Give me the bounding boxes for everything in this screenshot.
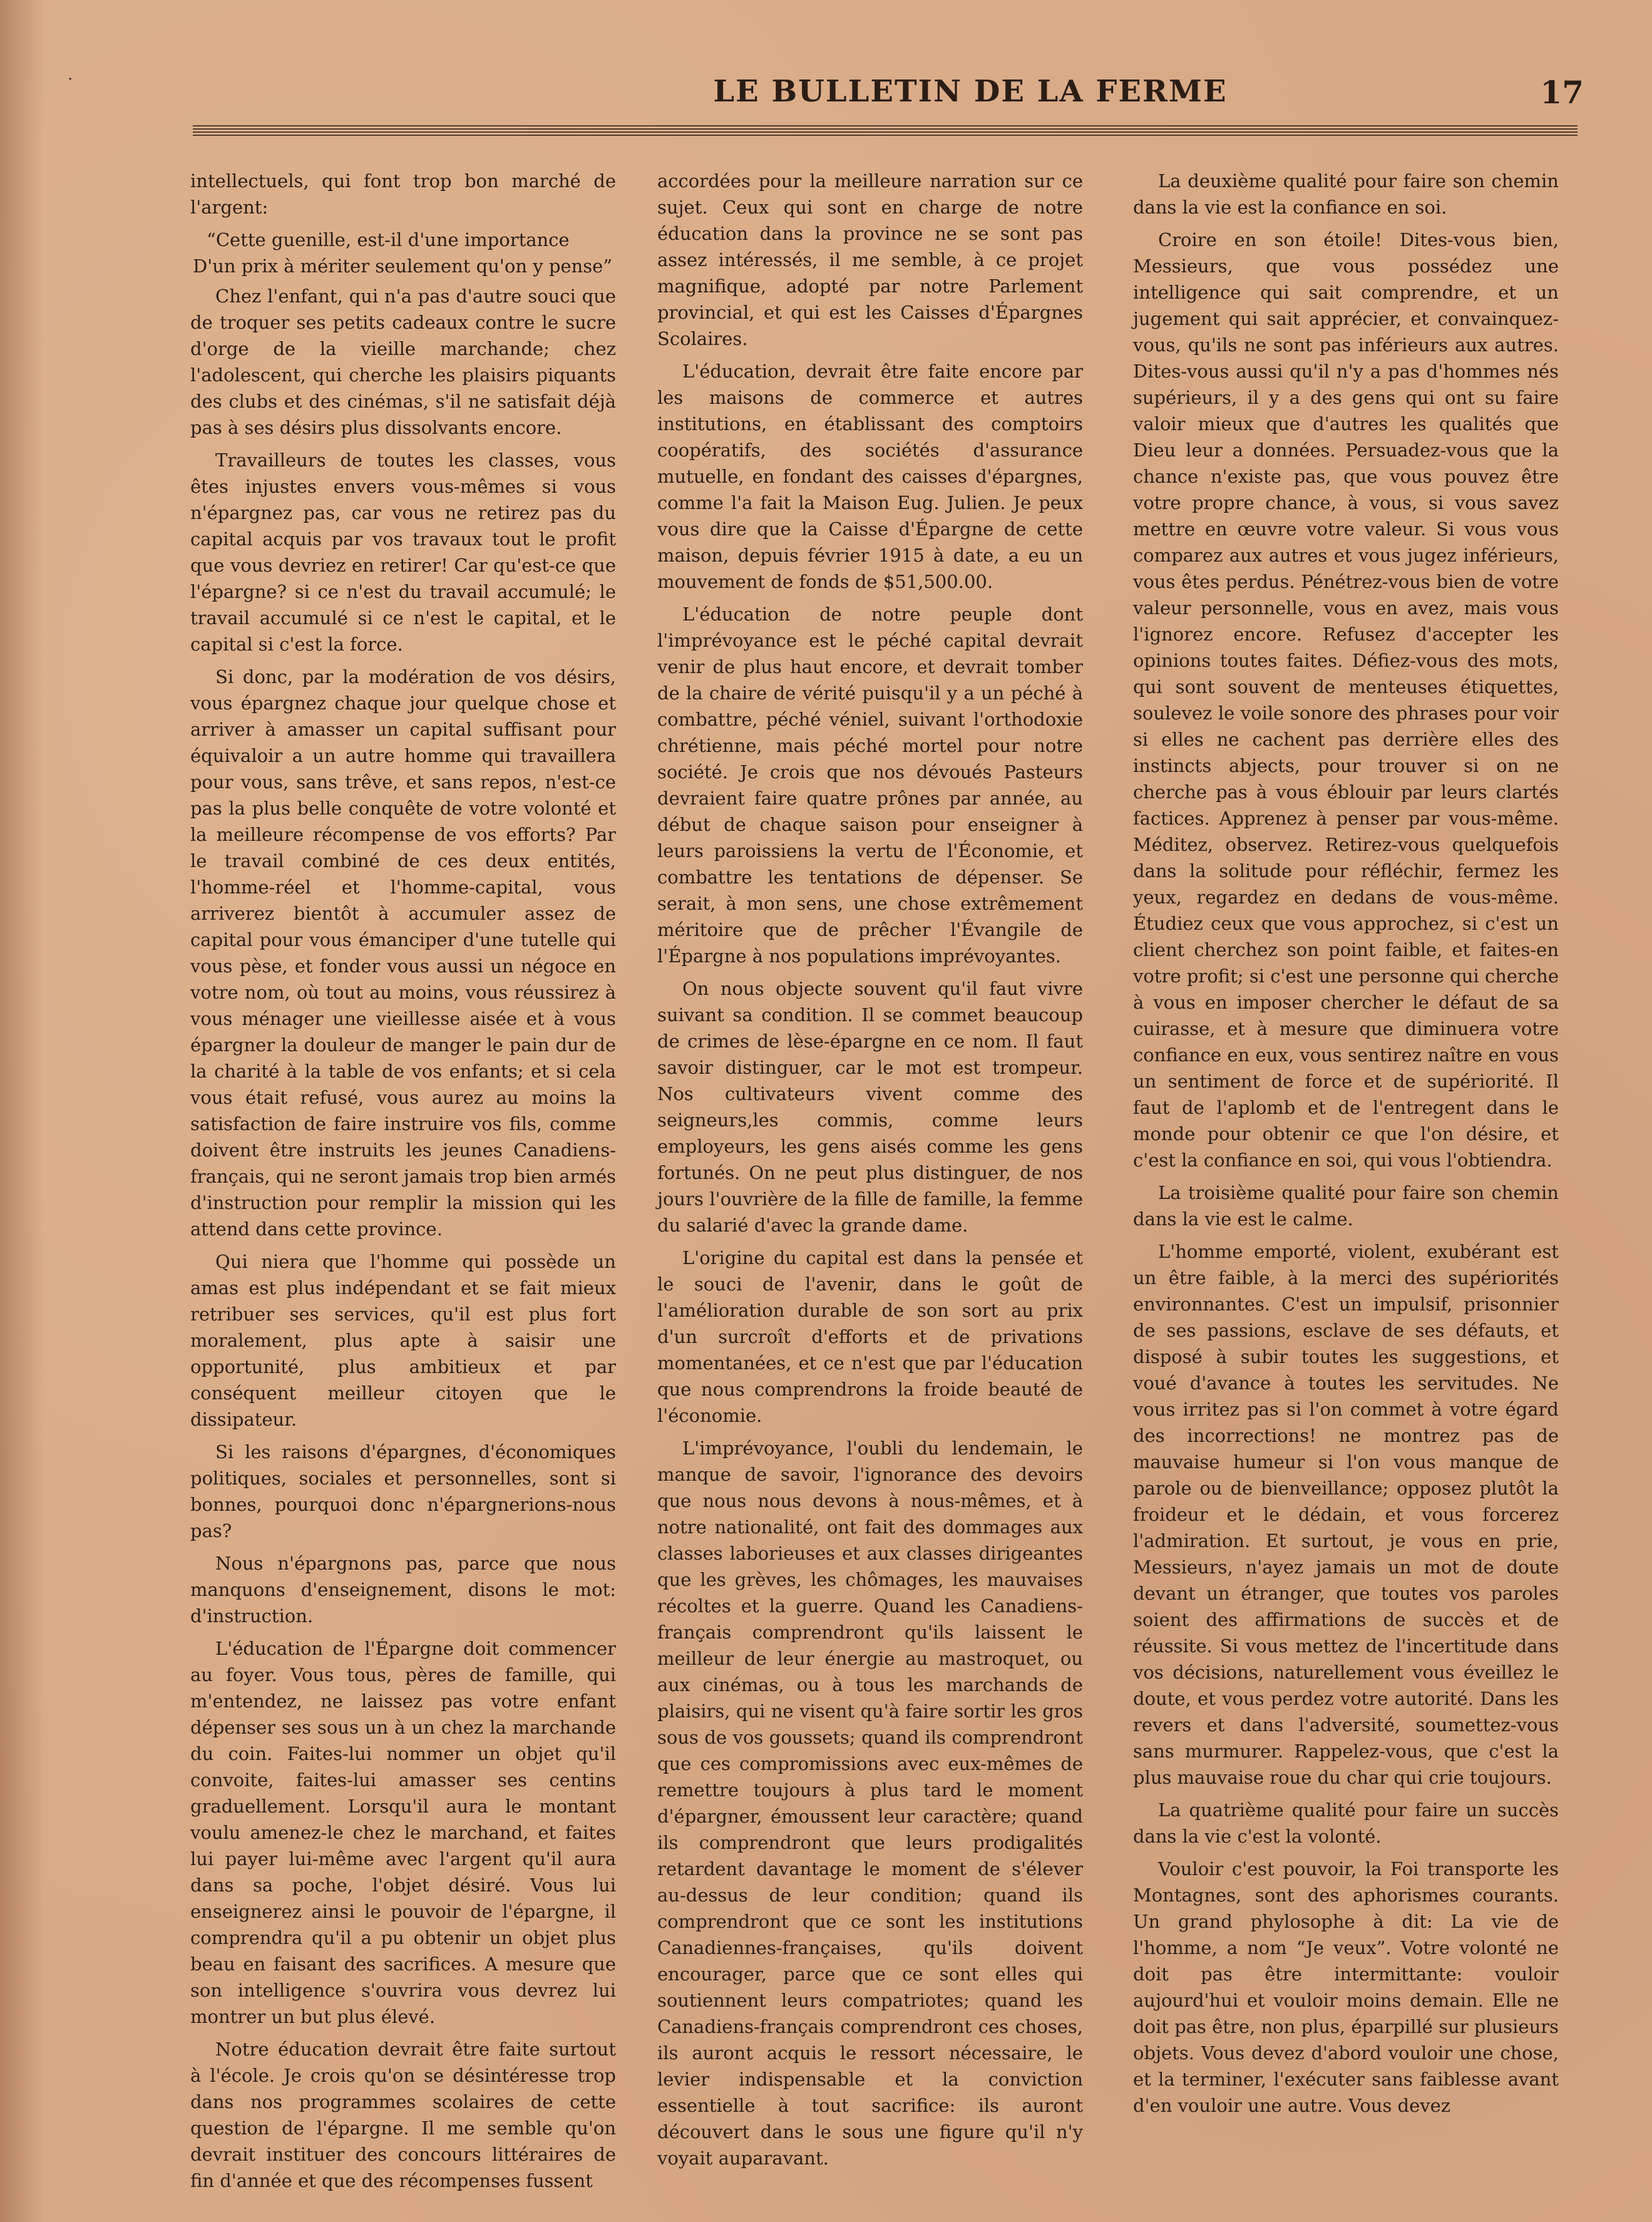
article-paragraph: Si les raisons d'épargnes, d'économiques politiques, sociales et personnelles, sont si bonnes, pourquoi donc n'épargnerions-nous pas? bbox=[190, 1441, 616, 1541]
article-paragraph: intellectuels, qui font trop bon marché de l'argent: bbox=[190, 170, 616, 218]
article-paragraph: Notre éducation devrait être faite surtout à l'école. Je crois qu'on se désintéresse trop dans nos programmes scolaires de cette question de l'épargne. Il me semble qu'on devrait instituer des concours littéraires de fin d'année et que des récompenses fussent bbox=[190, 2039, 616, 2191]
article-paragraph: On nous objecte souvent qu'il faut vivre suivant sa condition. Il se commet beaucoup de crimes de lèse-épargne en ce nom. Il faut savoir distinguer, car le mot est trompeur. Nos cultivateurs vivent comme des seigneurs,les commis, comme leurs employeurs, les gens aisés comme les gens fortunés. On ne peut plus distinguer, de nos jours l'ouvrière de la fille de famille, la femme du salarié d'avec la grande dame. bbox=[657, 978, 1083, 1236]
article-paragraph: L'imprévoyance, l'oubli du lendemain, le manque de savoir, l'ignorance des devoirs que nous nous devons à nous-mêmes, et à notre nationalité, ont fait des dommages aux classes laborieuses et aux classes dirigeantes que les grèves, les chômages, les mauvaises récoltes et la guerre. Quand les Canadiens-français comprendront qu'ils laissent le meilleur de leur énergie au mastroquet, ou aux cinémas, ou à tous les marchands de plaisirs, qui ne visent qu'à faire sortir les gros sous de vos goussets; quand ils comprendront que ces compromissions avec eux-mêmes de remettre toujours à plus tard le moment d'épargner, émoussent leur caractère; quand ils comprendront que leurs prodigalités retardent davantage le moment de s'élever au-dessus de leur condition; quand ils comprendront que ce sont les institutions Canadiennes-françaises, qu'ils doivent encourager, parce que ce sont elles qui soutiennent leurs compatriotes; quand les Canadiens-français comprendront ces choses, ils auront acquis le ressort nécessaire, le levier indispensable et la conviction essentielle à tout sacrifice: ils auront découvert dans le sous une figure qu'il n'y voyait auparavant. bbox=[657, 1438, 1083, 2169]
article-paragraph: L'éducation de notre peuple dont l'imprévoyance est le péché capital devrait venir de plus haut encore, et devrait tomber de la chaire de vérité puisqu'il y a un péché à combattre, péché véniel, suivant l'orthodoxie chrétienne, mais péché mortel pour notre société. Je crois que nos dévoués Pasteurs devraient faire quatre prônes par année, au début de chaque saison pour enseigner à leurs paroissiens la vertu de l'Économie, et combattre les tentations de dépenser. Se serait, à mon sens, une chose extrêmement méritoire que de prêcher l'Évangile de l'Épargne à nos populations imprévoyantes. bbox=[657, 604, 1083, 967]
article-paragraph: Nous n'épargnons pas, parce que nous manquons d'enseignement, disons le mot: d'instruction. bbox=[190, 1553, 616, 1627]
header-rule bbox=[193, 125, 1578, 138]
page-edge-shadow bbox=[0, 0, 44, 2222]
article-paragraph: D'un prix à mériter seulement qu'on y pense” bbox=[193, 255, 613, 277]
article-paragraph: L'origine du capital est dans la pensée et le souci de l'avenir, dans le goût de l'amélioration durable de son sort au prix d'un surcroît d'efforts et de privations momentanées, et ce n'est que par l'éducation que nous comprendrons la froide beauté de l'économie. bbox=[657, 1247, 1083, 1426]
article-column-1 bbox=[190, 168, 616, 2191]
article-paragraph: Chez l'enfant, qui n'a pas d'autre souci que de troquer ses petits cadeaux contre le sucre d'orge de la vieille marchande; chez l'adolescent, qui cherche les plaisirs piquants des clubs et des cinémas, s'il ne satisfait déjà pas à ses désirs plus dissolvants encore. bbox=[190, 285, 616, 438]
page-header bbox=[188, 74, 1584, 111]
article-paragraph: “Cette guenille, est-il d'une importance bbox=[207, 229, 570, 250]
print-speck: · bbox=[68, 70, 73, 89]
article-paragraph: L'éducation, devrait être faite encore par les maisons de commerce et autres institutions, en établissant des comptoirs coopératifs, des sociétés d'assurance mutuelle, en fondant des caisses d'épargnes, comme l'a fait la Maison Eug. Julien. Je peux vous dire que la Caisse d'Épargne de cette maison, depuis février 1915 à date, a eu un mouvement de fonds de $51,500.00. bbox=[657, 361, 1083, 592]
article-paragraph: Qui niera que l'homme qui possède un amas est plus indépendant et se fait mieux retribuer ses services, qu'il est plus fort moralement, plus apte à saisir une opportunité, plus ambitieux et par conséquent meilleur citoyen que le dissipateur. bbox=[190, 1251, 616, 1430]
article-paragraph: Si donc, par la modération de vos désirs, vous épargnez chaque jour quelque chose et arriver à amasser un capital suffisant pour équivaloir a un autre homme qui travaillera pour vous, sans trêve, et sans repos, n'est-ce pas la plus belle conquête de votre volonté et la meilleure récompense de vos efforts? Par le travail combiné de ces deux entités, l'homme-réel et l'homme-capital, vous arriverez bientôt à accumuler assez de capital pour vous émanciper d'une tutelle qui vous pèse, et fonder vous aussi un négoce en votre nom, où tout au moins, vous réussirez à vous ménager une vieillesse aisée et à vous épargner la douleur de manger le pain dur de la charité à la table de vos enfants; et si cela vous était refusé, vous aurez au moins la satisfaction de faire instruire vos fils, comme doivent être instruits les jeunes Canadiens-français, qui ne seront jamais trop bien armés d'instruction pour remplir la mission qui les attend dans cette province. bbox=[190, 666, 616, 1240]
article-paragraph: Vouloir c'est pouvoir, la Foi transporte les Montagnes, sont des aphorismes courants. Un grand phylosophe à dit: La vie de l'homme, a nom “Je veux”. Votre volonté ne doit pas être intermittante: vouloir aujourd'hui et vouloir moins demain. Elle ne doit pas être, non plus, éparpillé sur plusieurs objets. Vous devez d'abord vouloir une chose, et la terminer, l'exécuter sans faiblesse avant d'en vouloir une autre. Vous devez bbox=[1133, 1858, 1559, 2116]
article-paragraph: La deuxième qualité pour faire son chemin dans la vie est la confiance en soi. bbox=[1133, 170, 1559, 218]
article-paragraph: accordées pour la meilleure narration sur ce sujet. Ceux qui sont en charge de notre éducation dans la province ne se sont pas assez intéressés, il me semble, à ce projet magnifique, adopté par notre Parlement provincial, et qui est les Caisses d'Épargnes Scolaires. bbox=[657, 170, 1083, 349]
article-paragraph: L'éducation de l'Épargne doit commencer au foyer. Vous tous, pères de famille, qui m'entendez, ne laissez pas votre enfant dépenser ses sous un à un chez la marchande du coin. Faites-lui nommer un objet qu'il convoite, faites-lui amasser ses centins graduellement. Lorsqu'il aura le montant voulu amenez-le chez le marchand, et faites lui payer lui-même avec l'argent qu'il aura dans sa poche, l'objet désiré. Vous lui enseignerez ainsi le pouvoir de l'épargne, il comprendra qu'il a pu obtenir un objet plus beau en faisant des sacrifices. A mesure que son intelligence s'ouvrira vous devrez lui montrer un but plus élevé. bbox=[190, 1638, 616, 2027]
article-paragraph: La quatrième qualité pour faire un succès dans la vie c'est la volonté. bbox=[1133, 1799, 1559, 1847]
publication-title: LE BULLETIN DE LA FERME bbox=[713, 74, 1228, 109]
article-paragraph: L'homme emporté, violent, exubérant est un être faible, à la merci des supériorités environnantes. C'est un impulsif, prisonnier de ses passions, esclave de ses défauts, et disposé à subir toutes les suggestions, et voué d'avance à toutes les servitudes. Ne vous irritez pas si l'on commet à votre égard des incorrections! ne montrez pas de mauvaise humeur si l'on vous manque de parole ou de bienveillance; opposez plutôt la froideur et le dédain, et vous forcerez l'admiration. Et surtout, je vous en prie, Messieurs, n'ayez jamais un mot de doute devant un étranger, que toutes vos paroles soient des affirmations de succès et de réussite. Si vous mettez de l'incertitude dans vos décisions, naturellement vous éveillez le doute, et vous perdez votre autorité. Dans les revers et dans l'adversité, soumettez-vous sans murmurer. Rappelez-vous, que c'est la plus mauvaise roue du char qui crie toujours. bbox=[1133, 1241, 1559, 1788]
article-column-3 bbox=[1133, 168, 1559, 2116]
article-column-2 bbox=[657, 168, 1083, 2169]
article-paragraph: La troisième qualité pour faire son chemin dans la vie est le calme. bbox=[1133, 1182, 1559, 1230]
page-number: 17 bbox=[1540, 74, 1584, 111]
article-paragraph: Croire en son étoile! Dites-vous bien, Messieurs, que vous possédez une intelligence qui sait comprendre, et un jugement qui sait apprécier, et convainquez-vous, qu'ils ne sont pas inférieurs aux autres. Dites-vous aussi qu'il n'y a pas d'hommes nés supérieurs, il y a des gens qui ont su faire valoir mieux que d'autres les qualités que Dieu leur a données. Persuadez-vous que la chance n'existe pas, que vous pouvez être votre propre chance, à vous, si vous savez mettre en œuvre votre valeur. Si vous vous comparez aux autres et vous jugez inférieurs, vous êtes perdus. Pénétrez-vous bien de votre valeur personnelle, vous en avez, mais vous l'ignorez encore. Refusez d'accepter les opinions toutes faites. Défiez-vous des mots, qui sont souvent de menteuses étiquettes, soulevez le voile sonore des phrases pour voir si elles ne cachent pas derrière elles des instincts abjects, pour trouver si on ne cherche pas à vous éblouir par leurs clartés factices. Apprenez à penser par vous-même. Méditez, observez. Retirez-vous quelquefois dans la solitude pour réfléchir, fermez les yeux, regardez en dedans de vous-même. Étudiez ceux que vous approchez, si c'est un client cherchez son point faible, et faites-en votre profit; si c'est une personne qui cherche à vous en imposer chercher le défaut de sa cuirasse, et à mesure que diminuera votre confiance en eux, vous sentirez naître en vous un sentiment de force et de supériorité. Il faut de l'aplomb et de l'entregent dans le monde pour obtenir ce que l'on désire, et c'est la confiance en soi, qui vous l'obtiendra. bbox=[1133, 229, 1559, 1171]
article-paragraph: Travailleurs de toutes les classes, vous êtes injustes envers vous-mêmes si vous n'épargnez pas, car vous ne retirez pas du capital acquis par vos travaux tout le profit que vous devriez en retirer! Car qu'est-ce que l'épargne? si ce n'est du travail accumulé; le travail accumulé si ce n'est le capital, et le capital si c'est la force. bbox=[190, 450, 616, 655]
